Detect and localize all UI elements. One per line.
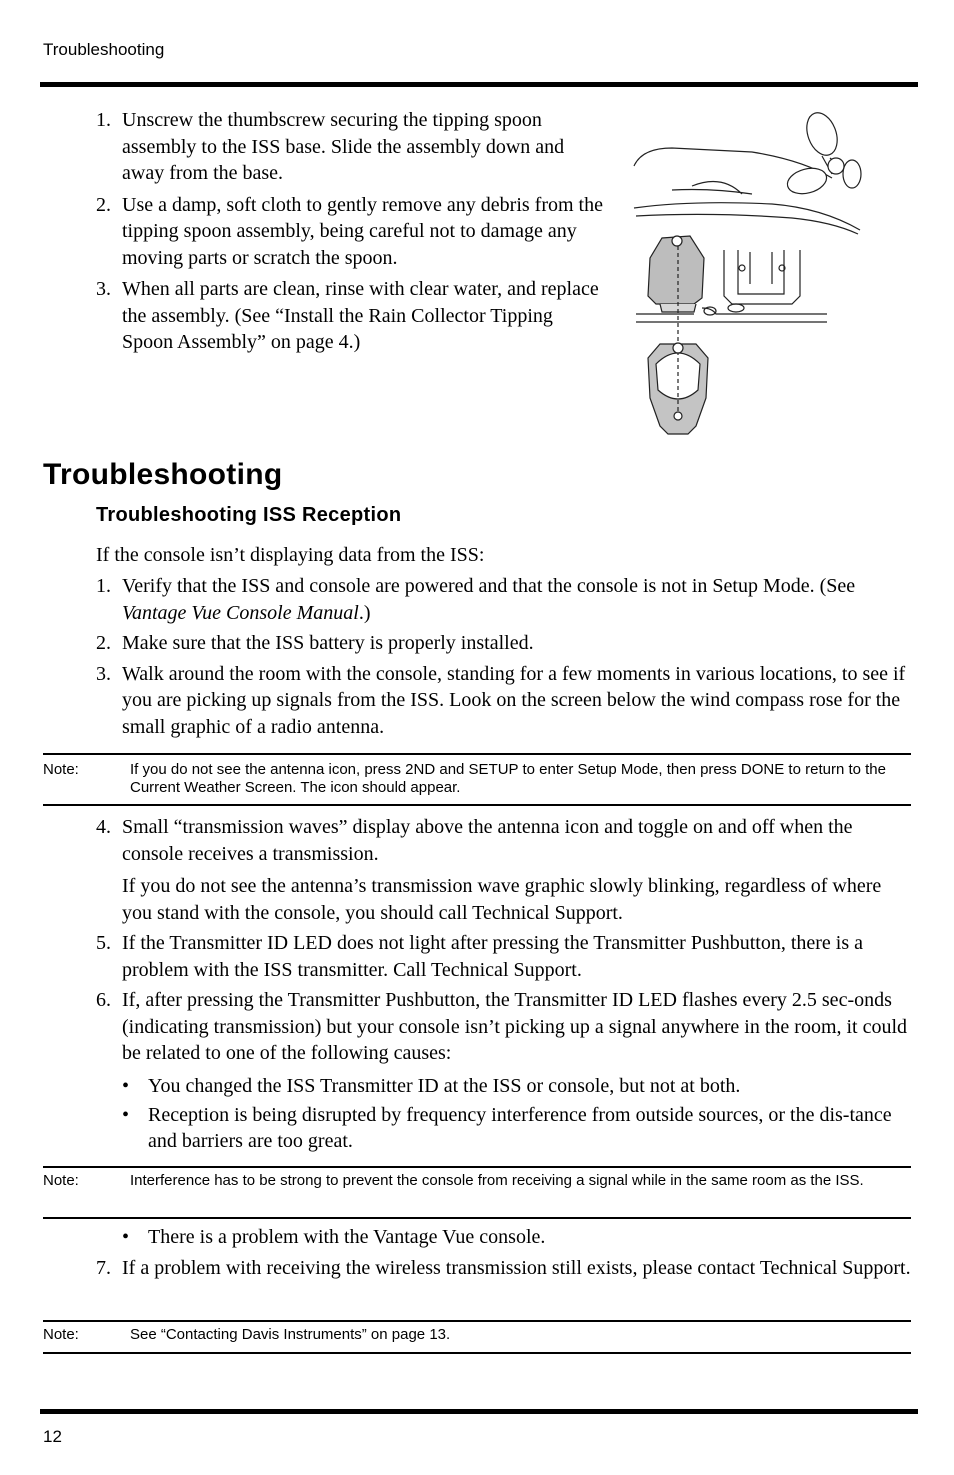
list-item <box>96 873 911 926</box>
list-text: If a problem with receiving the wireless transmission still exists, please contact Technical Support. <box>122 1257 911 1279</box>
list-item <box>96 192 608 272</box>
list-item <box>96 814 911 867</box>
list-number: 3. <box>96 662 111 685</box>
list-item <box>96 630 911 657</box>
list-text: Reception is being disrupted by frequency interference from outside sources, or the dis-tance and barriers are too great. <box>148 1103 892 1152</box>
list-item <box>96 987 911 1067</box>
manual-title: Vantage Vue Console Manual <box>122 601 359 624</box>
troubleshooting-steps-list <box>96 814 911 1069</box>
list-text: Walk around the room with the console, standing for a few moments in various locations, to see if you are picking up signals from the ISS. Look on the screen below the wind compass rose for the small graphic of a radio antenna. <box>122 662 906 738</box>
list-item <box>122 1102 911 1155</box>
note-text: See “Contacting Davis Instruments” on page 13. <box>130 1326 451 1343</box>
list-number: 5. <box>96 932 111 954</box>
list-number: 3. <box>96 278 111 300</box>
note-text: Interference has to be strong to prevent the console from receiving a signal while in the same room as the ISS. <box>130 1172 864 1189</box>
causes-bullet-list <box>122 1073 911 1155</box>
list-item <box>96 276 608 356</box>
tipping-spoon-assembly-illustration <box>632 108 862 438</box>
list-text: Small “transmission waves” display above the antenna icon and toggle on and off when the console receives a transmission. <box>122 816 853 865</box>
list-number: 7. <box>96 1257 111 1279</box>
cleaning-steps-list <box>96 107 608 356</box>
footer-rule <box>40 1409 918 1414</box>
list-number: 2. <box>96 193 111 216</box>
troubleshooting-steps-list <box>96 1255 911 1282</box>
note-box <box>43 753 911 806</box>
list-item <box>96 1255 911 1282</box>
list-item <box>96 107 608 187</box>
list-text: If, after pressing the Transmitter Pushbutton, the Transmitter ID LED flashes every 2.5 sec-onds (indicating transmission) but your console isn’t picking up a signal anywhere in the room, it could be related to one of the following causes: <box>122 989 908 1064</box>
note-box <box>43 1320 911 1354</box>
list-text: When all parts are clean, rinse with clear water, and replace the assembly. (See “Install the Rain Collector Tipping Spoon Assembly” on page 4.) <box>122 278 599 353</box>
list-text: If you do not see the antenna’s transmission wave graphic slowly blinking, regardless of where you stand with the console, you should call Technical Support. <box>122 875 882 924</box>
list-number: 1. <box>96 575 111 597</box>
bullet-mark: • <box>122 1226 130 1248</box>
list-text: .) <box>358 601 371 624</box>
troubleshooting-steps-list <box>96 573 911 740</box>
list-text: Use a damp, soft cloth to gently remove any debris from the tipping spoon assembly, being careful not to damage any moving parts or scratch the spoon. <box>122 193 603 269</box>
page-number: 12 <box>43 1427 62 1446</box>
list-text: You changed the ISS Transmitter ID at the ISS or console, but not at both. <box>148 1075 741 1097</box>
note-box <box>43 1166 911 1219</box>
list-text: Unscrew the thumbscrew securing the tipping spoon assembly to the ISS base. Slide the assembly down and away from the base. <box>122 109 565 184</box>
note-label: Note: <box>43 761 79 778</box>
bullet-mark: • <box>122 1103 130 1126</box>
note-label: Note: <box>43 1172 79 1189</box>
bullet-mark: • <box>122 1075 130 1097</box>
list-number: 6. <box>96 989 111 1011</box>
list-text: Verify that the ISS and console are powered and that the console is not in Setup Mode. (See <box>122 575 856 597</box>
list-number: 4. <box>96 816 111 838</box>
list-text: Make sure that the ISS battery is properly installed. <box>122 632 534 654</box>
list-number: 1. <box>96 109 111 131</box>
intro-paragraph: If the console isn’t displaying data from the ISS: <box>96 544 485 566</box>
list-item <box>122 1224 911 1251</box>
list-item <box>96 930 911 983</box>
list-text: If the Transmitter ID LED does not light after pressing the Transmitter Pushbutton, there is a problem with the ISS transmitter. Call Technical Support. <box>122 932 864 981</box>
list-item <box>96 573 911 626</box>
causes-bullet-list <box>122 1224 911 1251</box>
list-number: 2. <box>96 632 111 654</box>
note-label: Note: <box>43 1326 79 1343</box>
list-text: There is a problem with the Vantage Vue console. <box>148 1226 546 1248</box>
note-text: If you do not see the antenna icon, press 2ND and SETUP to enter Setup Mode, then press DONE to return to the Current Weather Screen. The icon should appear. <box>130 761 886 796</box>
subsection-title: Troubleshooting ISS Reception <box>96 504 402 526</box>
running-head: Troubleshooting <box>43 40 165 59</box>
list-item <box>122 1073 911 1100</box>
section-title: Troubleshooting <box>43 458 283 491</box>
header-rule <box>40 82 918 87</box>
list-item <box>96 661 911 741</box>
